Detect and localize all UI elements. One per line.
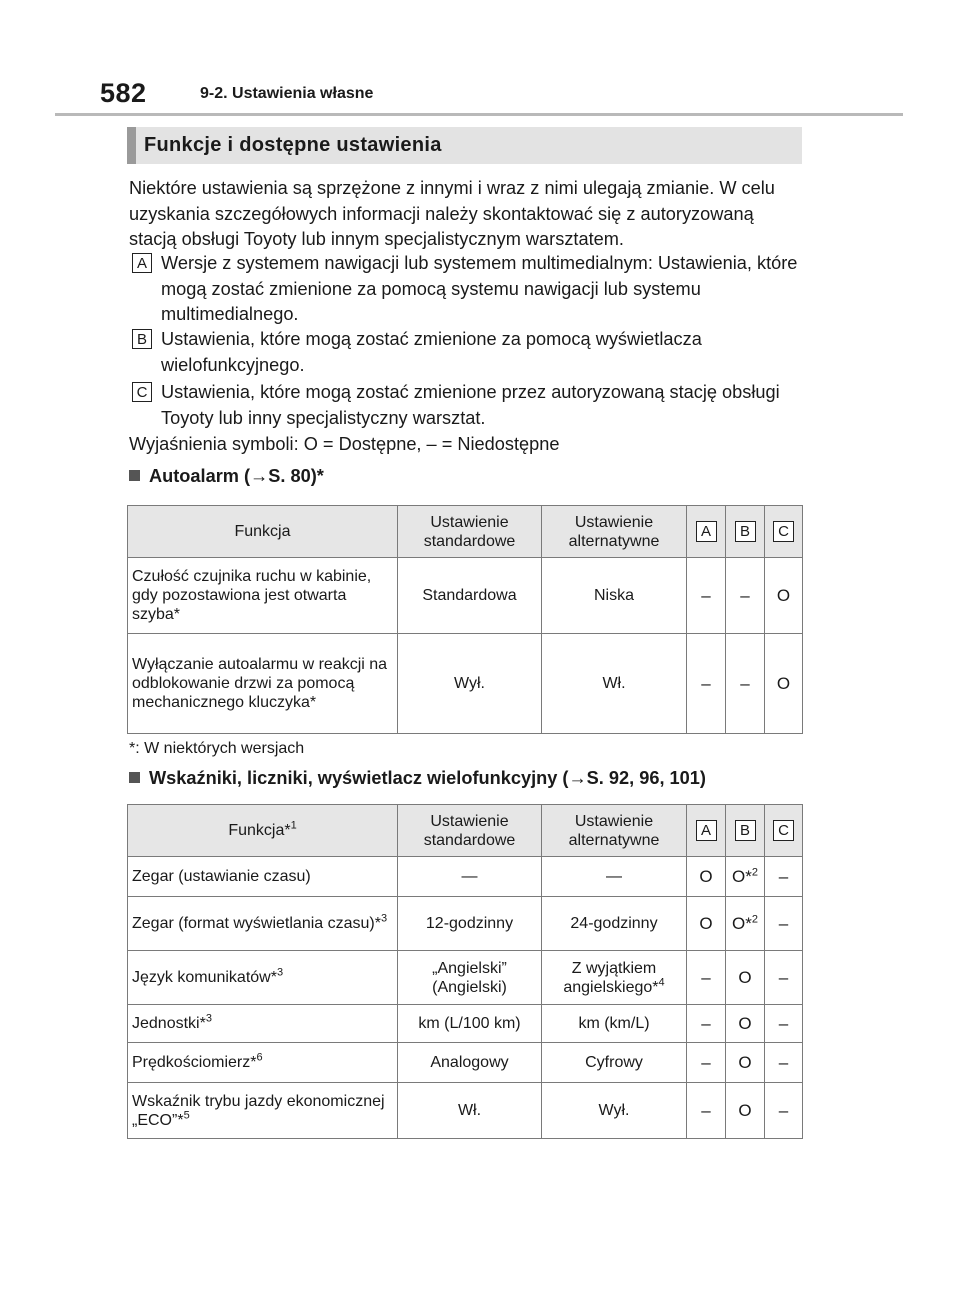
- header-b: [726, 805, 765, 857]
- header-rule: [55, 113, 903, 116]
- note-c-text: Ustawienia, które mogą zostać zmienione przez autoryzowaną stację obsługi Toyoty lub inny specjalistyczny warsztat.: [161, 382, 780, 428]
- cell-function: [128, 951, 398, 1005]
- letter-a-box: A: [132, 253, 152, 273]
- table-header-row: [128, 805, 803, 857]
- cell-default-text: Wł.: [457, 1102, 482, 1119]
- header-function-text: Funkcja*: [228, 822, 291, 839]
- cell-alternative: [542, 1083, 687, 1139]
- table-header-row: [128, 506, 803, 558]
- note-b-text: Ustawienia, które mogą zostać zmienione za pomocą wyświetlacza wielofunkcyjnego.: [161, 329, 702, 375]
- subhead-gauges: [129, 768, 706, 789]
- header-a-box: A: [696, 820, 717, 841]
- cell-function-sup: 3: [276, 966, 284, 979]
- cell-default: Standardowa: [398, 558, 542, 634]
- cell-alternative: [542, 1005, 687, 1043]
- table-row: [128, 951, 803, 1005]
- cell-function: [128, 897, 398, 951]
- footnote: *: W niektórych wersjach: [129, 740, 305, 757]
- cell-alternative-text: Z wyjątkiem angielskiego*: [563, 959, 659, 996]
- subhead-autoalarm-text: Autoalarm (→S. 80)*: [149, 466, 324, 486]
- cell-c: –: [765, 1083, 803, 1139]
- cell-function-text: Prędkościomierz*: [132, 1054, 257, 1071]
- subhead-gauges-text: Wskaźniki, liczniki, wyświetlacz wielofunkcyjny (→S. 92, 96, 101): [149, 768, 706, 788]
- cell-default-text: 12-godzinny: [425, 915, 514, 932]
- table-row: [128, 1005, 803, 1043]
- cell-default: [398, 857, 542, 897]
- cell-default: [398, 897, 542, 951]
- note-c: [129, 380, 801, 431]
- header-b: [726, 506, 765, 558]
- cell-b-text: O: [738, 1014, 752, 1033]
- cell-c: –: [765, 951, 803, 1005]
- cell-c: –: [765, 897, 803, 951]
- cell-alternative-text: 24-godzinny: [570, 915, 658, 932]
- header-function: [128, 805, 398, 857]
- cell-default-text: „Angielski” (Angielski): [432, 959, 507, 996]
- cell-function-text: Jednostki*: [132, 1015, 206, 1032]
- cell-b: [726, 857, 765, 897]
- table-row: [128, 897, 803, 951]
- cell-a: –: [687, 1083, 726, 1139]
- cell-c: –: [765, 1043, 803, 1083]
- cell-default: [398, 1043, 542, 1083]
- cell-alternative: [542, 951, 687, 1005]
- cell-function-text: Zegar (ustawianie czasu): [132, 868, 311, 885]
- gauges-table: [127, 804, 803, 1139]
- header-c-box: C: [773, 521, 794, 542]
- page-header: [100, 78, 903, 118]
- header-a: [687, 506, 726, 558]
- cell-a: –: [687, 1043, 726, 1083]
- intro-text: Niektóre ustawienia są sprzężone z innymi i wraz z nimi ulegają zmianie. W celu uzyskania szczegółowych informacji należy skontaktować się z autoryzowaną stacją obsługi Toyoty lub innym specjalistycznym warsztatem.: [129, 178, 775, 249]
- header-a-box: A: [696, 521, 717, 542]
- cell-c: –: [765, 857, 803, 897]
- cell-function: Wyłączanie autoalarmu w reakcji na odblokowanie drzwi za pomocą mechanicznego kluczyka*: [128, 634, 398, 734]
- intro-paragraph: [129, 176, 801, 253]
- table-row: [128, 857, 803, 897]
- cell-function: [128, 1005, 398, 1043]
- cell-c: O: [765, 634, 803, 734]
- cell-function: [128, 1083, 398, 1139]
- header-c: [765, 506, 803, 558]
- header-default: Ustawienie standardowe: [398, 506, 542, 558]
- cell-a: O: [687, 857, 726, 897]
- cell-b: [726, 1083, 765, 1139]
- header-c-box: C: [773, 820, 794, 841]
- autoalarm-table: [127, 505, 803, 734]
- letter-b-box: B: [132, 329, 152, 349]
- letter-c-box: C: [132, 382, 152, 402]
- cell-function-text: Wskaźnik trybu jazdy ekonomicznej „ECO”*: [132, 1092, 385, 1129]
- cell-alternative: Niska: [542, 558, 687, 634]
- cell-b-text: O: [738, 968, 752, 987]
- cell-alternative-text: Wył.: [598, 1102, 630, 1119]
- cell-b: [726, 1005, 765, 1043]
- cell-alternative: [542, 1043, 687, 1083]
- section-title: Funkcje i dostępne ustawienia: [144, 134, 442, 156]
- cell-function: Czułość czujnika ruchu w kabinie, gdy pozostawiona jest otwarta szyba*: [128, 558, 398, 634]
- header-b-box: B: [735, 820, 756, 841]
- chapter-title: 9-2. Ustawienia własne: [200, 85, 374, 102]
- cell-alternative: Wł.: [542, 634, 687, 734]
- cell-b: –: [726, 634, 765, 734]
- cell-function-text: Zegar (format wyświetlania czasu)*: [132, 915, 381, 932]
- header-b-box: B: [735, 521, 756, 542]
- section-banner: [127, 127, 802, 164]
- table-row: [128, 558, 803, 634]
- cell-default-text: —: [461, 868, 478, 885]
- cell-c: O: [765, 558, 803, 634]
- cell-alternative-text: Cyfrowy: [585, 1054, 643, 1071]
- cell-a: –: [687, 558, 726, 634]
- header-function: Funkcja: [128, 506, 398, 558]
- cell-alternative-text: km (km/L): [578, 1015, 650, 1032]
- cell-default-text: Analogowy: [430, 1054, 509, 1071]
- cell-c: –: [765, 1005, 803, 1043]
- header-default: Ustawienie standardowe: [398, 805, 542, 857]
- cell-function: [128, 1043, 398, 1083]
- header-c: [765, 805, 803, 857]
- cell-alternative: [542, 857, 687, 897]
- cell-b-text: O*: [732, 867, 752, 886]
- cell-a: O: [687, 897, 726, 951]
- page-number: 582: [100, 78, 147, 108]
- cell-b: [726, 1043, 765, 1083]
- cell-default: [398, 951, 542, 1005]
- square-bullet-icon: [129, 772, 140, 783]
- cell-function: [128, 857, 398, 897]
- table-row: [128, 1043, 803, 1083]
- cell-a: –: [687, 951, 726, 1005]
- table-row: [128, 634, 803, 734]
- note-a-text: Wersje z systemem nawigacji lub systemem multimedialnym: Ustawienia, które mogą zostać zmienione za pomocą systemu nawigacji lub systemu multimedialnego.: [161, 253, 798, 324]
- cell-b-text: O*: [732, 914, 752, 933]
- cell-b-sup: 2: [751, 866, 758, 879]
- table-row: [128, 1083, 803, 1139]
- header-function-sup: 1: [290, 819, 297, 832]
- header-alternative: Ustawienie alternatywne: [542, 805, 687, 857]
- cell-function-sup: 3: [380, 912, 388, 925]
- note-a: [129, 251, 801, 328]
- cell-b-sup: 2: [751, 913, 758, 926]
- cell-a: –: [687, 634, 726, 734]
- header-alternative: Ustawienie alternatywne: [542, 506, 687, 558]
- subhead-autoalarm: [129, 466, 324, 487]
- symbols-legend: Wyjaśnienia symboli: O = Dostępne, – = Niedostępne: [129, 434, 560, 454]
- cell-default-text: km (L/100 km): [418, 1015, 521, 1032]
- cell-default: [398, 1083, 542, 1139]
- cell-function-sup: 3: [205, 1012, 212, 1025]
- cell-b: –: [726, 558, 765, 634]
- cell-b-text: O: [738, 1053, 752, 1072]
- cell-function-text: Język komunikatów*: [132, 969, 277, 986]
- cell-b-text: O: [738, 1101, 752, 1120]
- square-bullet-icon: [129, 470, 140, 481]
- cell-alternative: [542, 897, 687, 951]
- cell-function-sup: 5: [183, 1109, 190, 1122]
- cell-alternative-sup: 4: [658, 976, 665, 989]
- cell-b: [726, 951, 765, 1005]
- cell-default: Wył.: [398, 634, 542, 734]
- header-a: [687, 805, 726, 857]
- cell-b: [726, 897, 765, 951]
- cell-function-sup: 6: [256, 1051, 263, 1064]
- cell-default: [398, 1005, 542, 1043]
- cell-alternative-text: —: [606, 868, 622, 885]
- note-b: [129, 327, 801, 378]
- cell-a: –: [687, 1005, 726, 1043]
